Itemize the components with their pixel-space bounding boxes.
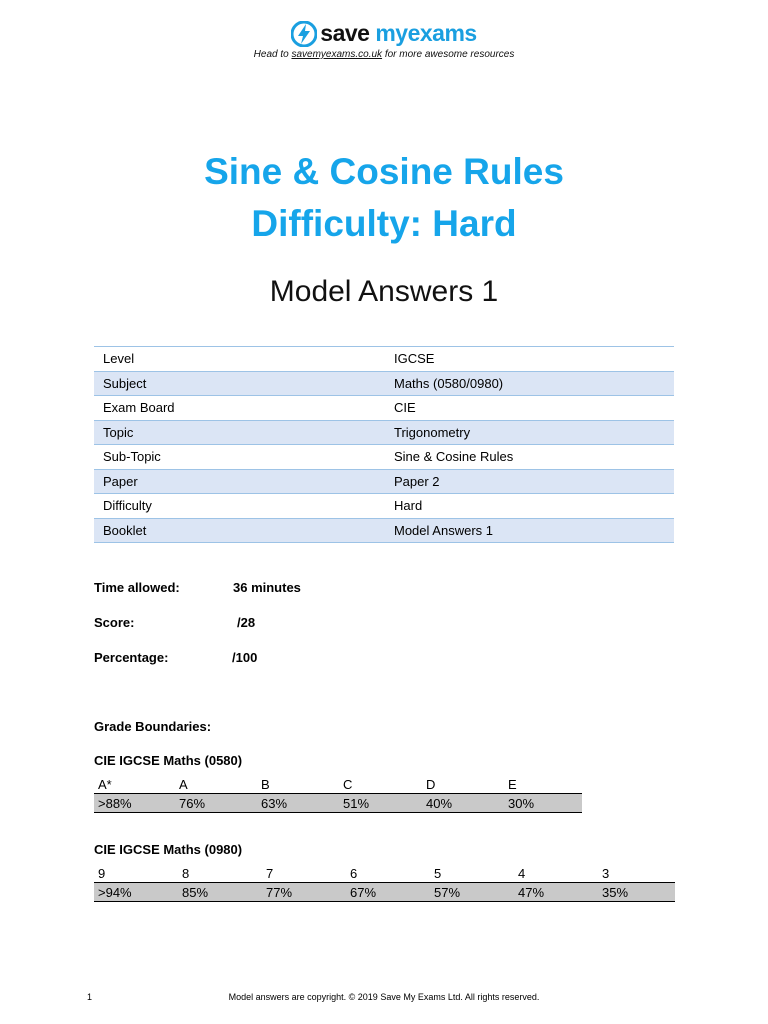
percent-cell: 30% <box>504 794 582 813</box>
info-value: IGCSE <box>385 347 674 372</box>
info-row <box>94 469 674 494</box>
info-value: Sine & Cosine Rules <box>385 445 674 470</box>
grade-cell: D <box>422 775 504 794</box>
info-row <box>94 420 674 445</box>
grade-cell: A* <box>94 775 175 794</box>
info-row <box>94 494 674 519</box>
info-row <box>94 518 674 543</box>
info-label: Booklet <box>94 518 385 543</box>
percentage-value: /100 <box>232 650 258 665</box>
info-label: Subject <box>94 371 385 396</box>
info-value: Hard <box>385 494 674 519</box>
info-value: Model Answers 1 <box>385 518 674 543</box>
info-label: Level <box>94 347 385 372</box>
percent-row <box>94 794 582 813</box>
percent-cell: 77% <box>262 883 346 902</box>
grade-cell: 6 <box>346 864 430 883</box>
grade-table-0980 <box>94 864 675 902</box>
percent-cell: 85% <box>178 883 262 902</box>
info-row <box>94 347 674 372</box>
grade-cell: 3 <box>598 864 675 883</box>
percent-cell: 47% <box>514 883 598 902</box>
percent-cell: 76% <box>175 794 257 813</box>
percent-cell: 35% <box>598 883 675 902</box>
grade-cell: 5 <box>430 864 514 883</box>
grade-cell: 9 <box>94 864 178 883</box>
grade-boundaries-heading: Grade Boundaries: <box>94 719 212 734</box>
info-label: Difficulty <box>94 494 385 519</box>
percentage <box>94 650 258 665</box>
percent-cell: >88% <box>94 794 175 813</box>
info-value: Trigonometry <box>385 420 674 445</box>
percent-row <box>94 883 675 902</box>
title-line-2: Difficulty: Hard <box>251 203 517 244</box>
brand-save: save <box>320 20 370 46</box>
score-label: Score: <box>94 615 135 630</box>
score-value: /28 <box>237 615 256 630</box>
brand-name <box>320 20 476 47</box>
lightning-bolt-icon <box>291 21 317 47</box>
grade-row <box>94 864 675 883</box>
time-label: Time allowed: <box>94 580 180 595</box>
subtitle: Model Answers 1 <box>269 275 499 308</box>
grade-table-0580 <box>94 775 582 813</box>
percent-cell: >94% <box>94 883 178 902</box>
percent-cell: 51% <box>339 794 422 813</box>
tagline-suffix: for more awesome resources <box>382 49 515 60</box>
info-table <box>94 346 674 543</box>
percent-cell: 40% <box>422 794 504 813</box>
grade-row <box>94 775 582 794</box>
info-value: Paper 2 <box>385 469 674 494</box>
percent-cell: 57% <box>430 883 514 902</box>
info-value: CIE <box>385 396 674 421</box>
info-label: Sub-Topic <box>94 445 385 470</box>
grade-cell: 7 <box>262 864 346 883</box>
copyright-text: Model answers are copyright. © 2019 Save My Exams Ltd. All rights reserved. <box>228 992 540 1002</box>
info-label: Paper <box>94 469 385 494</box>
score <box>94 615 256 630</box>
percentage-label: Percentage: <box>94 650 169 665</box>
tagline <box>0 49 768 60</box>
grade-cell: 8 <box>178 864 262 883</box>
title-line-1: Sine & Cosine Rules <box>204 151 564 192</box>
grade-cell: B <box>257 775 339 794</box>
time-value: 36 minutes <box>233 580 301 595</box>
percent-cell: 67% <box>346 883 430 902</box>
tagline-prefix: Head to <box>253 49 292 60</box>
info-value: Maths (0580/0980) <box>385 371 674 396</box>
grade-cell: C <box>339 775 422 794</box>
grade-cell: E <box>504 775 582 794</box>
time-allowed <box>94 580 301 595</box>
info-row <box>94 371 674 396</box>
page-number: 1 <box>87 992 93 1002</box>
percent-cell: 63% <box>257 794 339 813</box>
logo <box>0 20 768 52</box>
info-row <box>94 445 674 470</box>
info-label: Topic <box>94 420 385 445</box>
info-label: Exam Board <box>94 396 385 421</box>
info-row <box>94 396 674 421</box>
grade-cell: 4 <box>514 864 598 883</box>
grade-cell: A <box>175 775 257 794</box>
table-0980-title: CIE IGCSE Maths (0980) <box>94 842 243 857</box>
brand-exams: exams <box>407 20 477 46</box>
brand-my: my <box>375 20 408 46</box>
table-0580-title: CIE IGCSE Maths (0580) <box>94 753 243 768</box>
tagline-link[interactable]: savemyexams.co.uk <box>291 49 383 60</box>
